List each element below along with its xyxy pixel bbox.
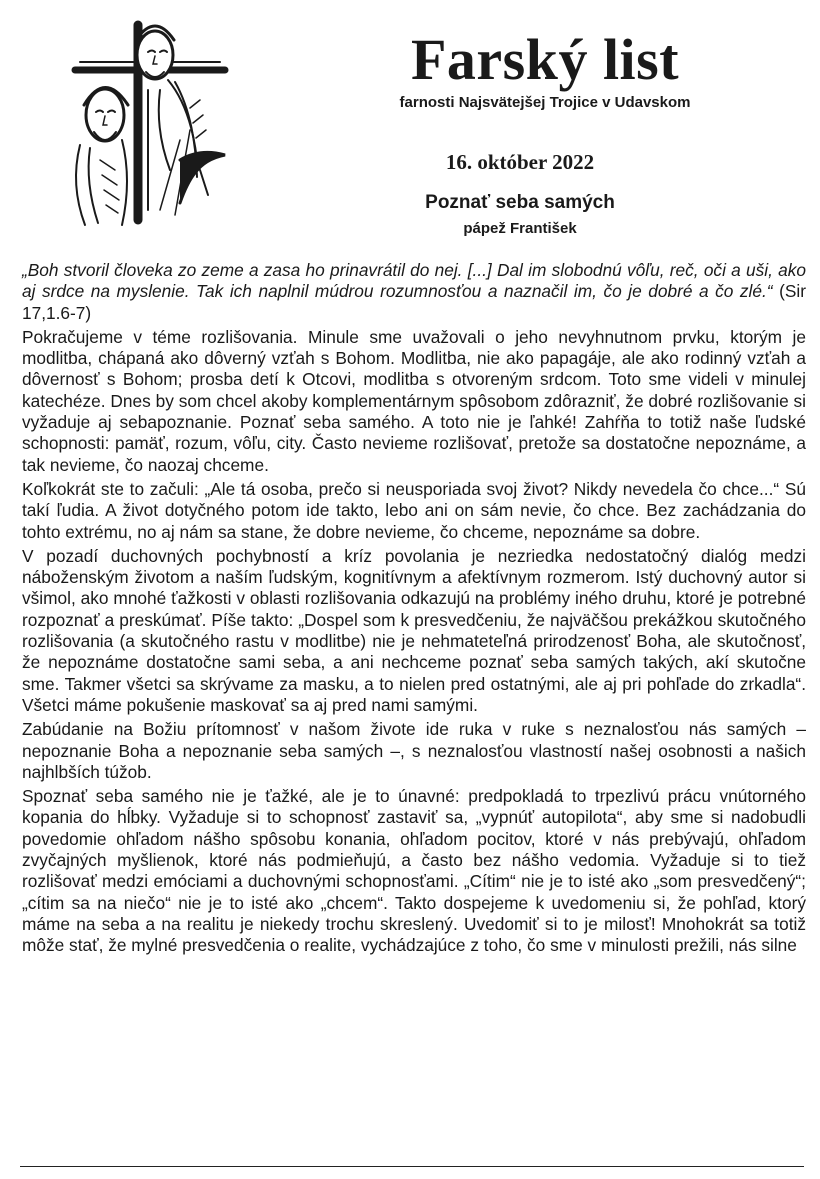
quote-reference: (Sir 17,1.6-7) (22, 281, 806, 323)
paragraph: Pokračujeme v téme rozlišovania. Minule sme uvažovali o jeho nevyhnutnom prvku, ktorým je modlitba, chápaná ako dôverný vzťah s Bohom. Modlitba, nie ako papagáje, ale ako rodinný vzťah a dôvernosť s Bohom; prosba detí k Otcovi, modlitba s otvoreným srdcom. Toto sme videli v minulej katechéze. Dnes by som chcel akoby komplementárnym spôsobom zdôrazniť, že dobré rozlišovanie si vyžaduje aj sebapoznanie. Poznať seba samého. A toto nie je ľahké! Zahŕňa to totiž naše ľudské schopnosti: pamäť, rozum, vôľu, city. Často nevieme rozlišovať, pretože sa dostatočne nepoznáme, a tak nevieme, čo naozaj chceme. (22, 326, 806, 475)
article-author: pápež František (463, 220, 577, 237)
paragraph: V pozadí duchovných pochybností a kríz povolania je nezriedka nedostatočný dialóg medzi náboženským životom a naším ľudským, kognitívnym a afektívnym rozmerom. Istý duchovný autor si všimol, ako mnohé ťažkosti v oblasti rozlišovania odkazujú na problémy iného druhu, ktoré je potrebné rozpoznať a preskúmať. Píše takto: „Dospel som k presvedčeniu, že najväčšou prekážkou skutočného rozlišovania (a skutočného rastu v modlitbe) nie je nehmateteľná prirodzenosť Boha, ale skutočnosť, že nepoznáme dostatočne sami seba, a ani nechceme poznať seba samých takých, akí skutočne sme. Takmer všetci sa skrývame za masku, a to nielen pred ostatnými, ale aj pri pohľade do zrkadla“. Všetci máme pokušenie maskovať sa aj pred nami samými. (22, 545, 806, 715)
masthead (330, 28, 760, 111)
article-body (22, 260, 806, 960)
newsletter-title: Farský list (410, 27, 680, 92)
trinity-logo-icon (60, 20, 235, 235)
article-title: Poznať seba samých (425, 192, 615, 213)
issue-date: 16. október 2022 (445, 150, 595, 174)
parish-subtitle: farnosti Najsvätejšej Trojice v Udavskom (399, 94, 691, 111)
quote-text: „Boh stvoril človeka zo zeme a zasa ho prinavrátil do nej. [...] Dal im slobodnú vôľu, reč, oči a uši, ako aj srdce na myslenie. Tak ich naplnil múdrou rozumnosťou a naznačil im, čo je dobré a čo zlé.“ (22, 260, 806, 302)
scripture-quote (22, 260, 806, 324)
paragraph: Zabúdanie na Božiu prítomnosť v našom živote ide ruka v ruke s neznalosťou nás samých – nepoznanie Boha a nepoznanie seba samých –, s neznalosťou vlastností našej osobnosti a našich najhlbších túžob. (22, 719, 806, 782)
paragraph: Spoznať seba samého nie je ťažké, ale je to únavné: predpokladá to trpezlivú prácu vnútorného kopania do hĺbky. Vyžaduje si to schopnosť zastaviť sa, „vypnúť autopilota“, aby sme si nadobudli povedomie ohľadom nášho spôsobu konania, ohľadom pocitov, ktoré v nás prebývajú, ohľadom zvyčajných myšlienok, ktoré nás podmieňujú, a často bez nášho vedomia. Vyžaduje si to tiež rozlišovať medzi emóciami a duchovnými schopnosťami. „Cítim“ nie je to isté ako „som presvedčený“; „cítim sa na niečo“ nie je to isté ako „chcem“. Takto dospejeme k uvedomeniu si, že pohľad, ktorý máme na seba a na realitu je niekedy trochu skreslený. Uvedomiť si to je milosť! Mnohokrát sa totiž môže stať, že mylné presvedčenia o realite, vychádzajúce z toho, čo sme v minulosti prežili, nás silne (22, 786, 806, 956)
bottom-rule (20, 1166, 804, 1167)
paragraph: Koľkokrát ste to začuli: „Ale tá osoba, prečo si neusporiada svoj život? Nikdy nevedela čo chce...“ Sú takí ľudia. A život dotyčného potom ide takto, lebo ani on sám nevie, čo chce. Bez zachádzania do tohto extrému, no aj nám sa stane, že dobre nevieme, čo chceme, nepoznáme sa dobre. (22, 478, 806, 542)
